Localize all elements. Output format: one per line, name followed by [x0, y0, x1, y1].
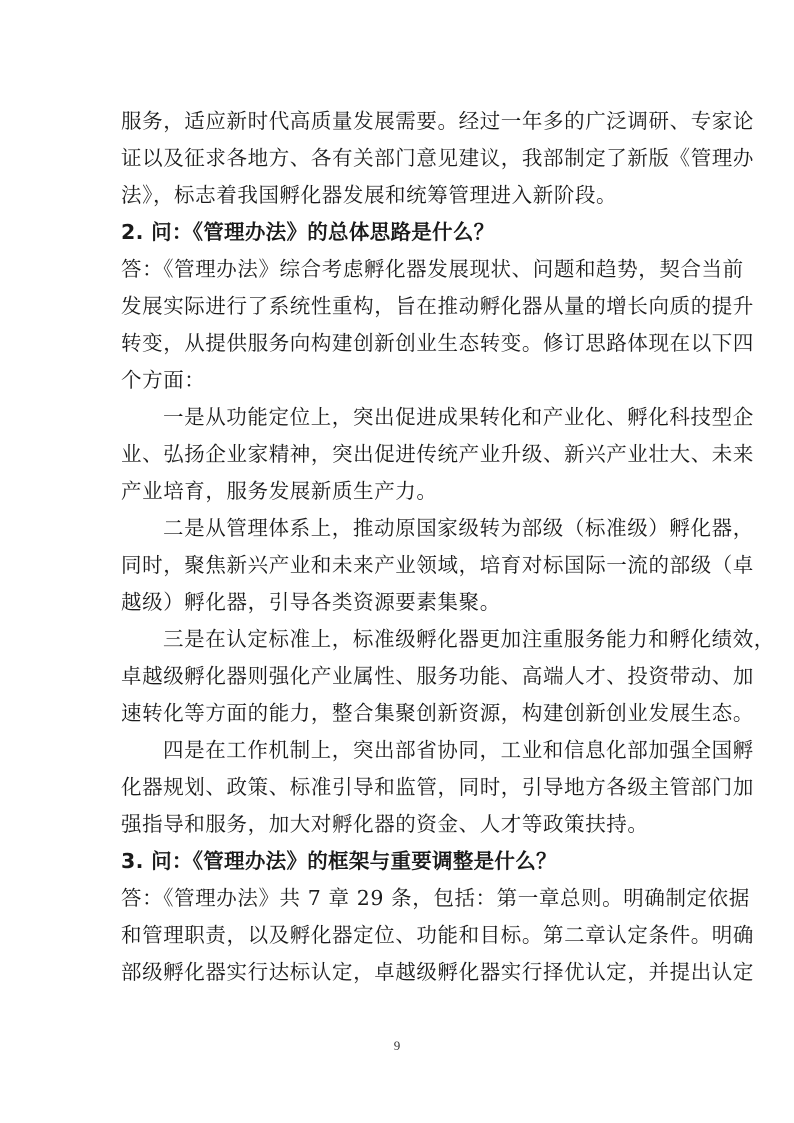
body-line: 法》，标志着我国孵化器发展和统筹管理进入新阶段。: [121, 183, 618, 207]
point-three-line: 三是在认定标准上，标准级孵化器更加注重服务能力和孵化绩效，: [163, 627, 775, 651]
document-page: [121, 103, 775, 991]
body-line: 越级）孵化器，引导各类资源要素集聚。: [121, 590, 501, 614]
question-heading: 3. 问：《管理办法》的框架与重要调整是什么？: [121, 849, 557, 873]
body-line: 和管理职责，以及孵化器定位、功能和目标。第二章认定条件。明确: [121, 923, 754, 947]
body-line: 证以及征求各地方、各有关部门意见建议，我部制定了新版《管理办: [121, 146, 754, 170]
answer-line: 答：《管理办法》共 7 章 29 条，包括：第一章总则。明确制定依据: [121, 886, 750, 910]
point-one-line: 一是从功能定位上，突出促进成果转化和产业化、孵化科技型企: [163, 405, 754, 429]
body-line: 同时，聚焦新兴产业和未来产业领域，培育对标国际一流的部级（卓: [121, 553, 754, 577]
body-line: 转变，从提供服务向构建创新创业生态转变。修订思路体现在以下四: [121, 331, 754, 355]
question-heading: 2. 问：《管理办法》的总体思路是什么？: [121, 220, 495, 244]
body-line: 卓越级孵化器则强化产业属性、服务功能、高端人才、投资带动、加: [121, 664, 754, 688]
point-two-line: 二是从管理体系上，推动原国家级转为部级（标准级）孵化器，: [163, 516, 754, 540]
answer-line: 答：《管理办法》综合考虑孵化器发展现状、问题和趋势，契合当前: [121, 257, 744, 281]
body-line: 服务，适应新时代高质量发展需要。经过一年多的广泛调研、专家论: [121, 109, 754, 133]
page-number: 9: [393, 1038, 401, 1053]
body-line: 部级孵化器实行达标认定，卓越级孵化器实行择优认定，并提出认定: [121, 960, 754, 984]
body-line: 发展实际进行了系统性重构，旨在推动孵化器从量的增长向质的提升: [121, 294, 754, 318]
body-line: 化器规划、政策、标准引导和监管，同时，引导地方各级主管部门加: [121, 775, 754, 799]
body-line: 个方面：: [121, 368, 206, 392]
body-line: 速转化等方面的能力，整合集聚创新资源，构建创新创业发展生态。: [121, 701, 754, 725]
body-line: 强指导和服务，加大对孵化器的资金、人才等政策扶持。: [121, 812, 649, 836]
body-line: 产业培育，服务发展新质生产力。: [121, 479, 438, 503]
body-line: 业、弘扬企业家精神，突出促进传统产业升级、新兴产业壮大、未来: [121, 442, 754, 466]
point-four-line: 四是在工作机制上，突出部省协同，工业和信息化部加强全国孵: [163, 738, 754, 762]
